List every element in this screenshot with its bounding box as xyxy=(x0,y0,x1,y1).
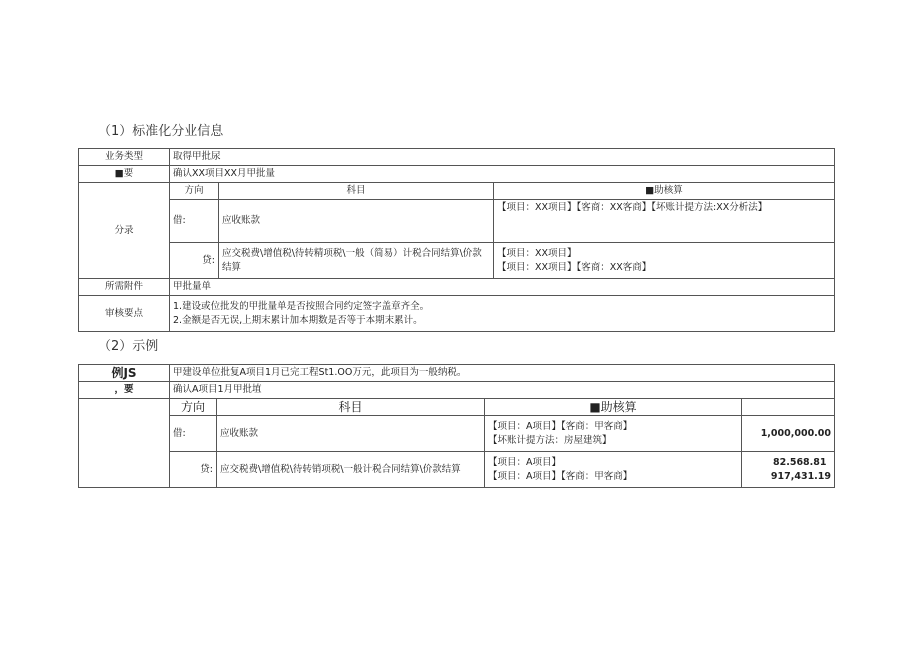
business-type-label: 业务类型 xyxy=(79,149,170,166)
example-blank-cell xyxy=(79,399,170,488)
credit-aux-line: 【项目：XX项目】 xyxy=(497,247,577,259)
summary-label: ■要 xyxy=(79,166,170,183)
example-credit-direction: 贷: xyxy=(170,452,217,488)
debit-aux: 【项目：XX项目】【客商：XX客商】【坏账计提方法:XX分析法】 xyxy=(494,200,835,243)
review-points xyxy=(170,296,835,332)
example-label: 例JS xyxy=(79,365,170,382)
example-debit-direction: 借: xyxy=(170,416,217,452)
review-point: 1.建设或位批发的甲批量单是否按照合同约定签字盖章齐全。 xyxy=(173,300,430,312)
standard-info-table xyxy=(78,148,835,332)
attachment-label: 所需附件 xyxy=(79,279,170,296)
debit-direction: 借: xyxy=(170,200,219,243)
credit-subject: 应交税费\增值税\待转精项税\一般（简易）计税合同结算\价款结算 xyxy=(219,243,494,279)
example-summary-value: 确认A项目1月甲批埴 xyxy=(170,382,835,399)
example-debit-subject: 应收账款 xyxy=(217,416,485,452)
credit-aux-line: 【项目：XX项目】【客商：XX客商】 xyxy=(497,261,652,273)
example-col-aux: ■助核算 xyxy=(485,399,742,416)
example-debit-aux-line: 【项目：A项目】【客商：甲客商】 xyxy=(488,420,633,432)
summary-value: 确认XX项目XX月甲批量 xyxy=(170,166,835,183)
section2-heading: （2）示例 xyxy=(98,339,159,354)
col-direction: 方向 xyxy=(170,183,219,200)
attachment-value: 甲批量单 xyxy=(170,279,835,296)
example-credit-amount: 82.568.81 xyxy=(773,456,827,468)
review-label: 审核要点 xyxy=(79,296,170,332)
example-col-amount xyxy=(742,399,835,416)
example-value: 甲建设单位批复A项目1月已完工程St1.OO万元，此项目为一般纳税。 xyxy=(170,365,835,382)
example-credit-aux xyxy=(485,452,742,488)
example-col-direction: 方向 xyxy=(170,399,217,416)
entry-label: 分录 xyxy=(79,183,170,279)
example-debit-aux-line: 【坏账计提方法：房屋建筑】 xyxy=(488,434,612,446)
example-debit-amount: 1,000,000.00 xyxy=(742,416,835,452)
col-subject: 科目 xyxy=(219,183,494,200)
example-credit-subject: 应交税费\增值税\待转销项税\一般计税合同结算\价款结算 xyxy=(217,452,485,488)
credit-aux xyxy=(494,243,835,279)
example-col-subject: 科目 xyxy=(217,399,485,416)
business-type-value: 取得甲批尿 xyxy=(170,149,835,166)
example-credit-amount: 917,431.19 xyxy=(770,470,832,482)
example-credit-amounts xyxy=(742,452,835,488)
col-aux: ■助核算 xyxy=(494,183,835,200)
example-debit-aux xyxy=(485,416,742,452)
credit-direction: 贷: xyxy=(170,243,219,279)
example-summary-label: ，要 xyxy=(79,382,170,399)
example-table xyxy=(78,364,835,488)
debit-subject: 应收账款 xyxy=(219,200,494,243)
example-credit-aux-line: 【项目：A项目】 xyxy=(488,456,561,468)
example-credit-aux-line: 【项目：A项目】【客商：甲客商】 xyxy=(488,470,633,482)
section1-heading: （1）标准化分业信息 xyxy=(98,124,224,139)
review-point: 2.金额是否无误,上期末累计加本期数是否等于本期末累计。 xyxy=(173,314,423,326)
